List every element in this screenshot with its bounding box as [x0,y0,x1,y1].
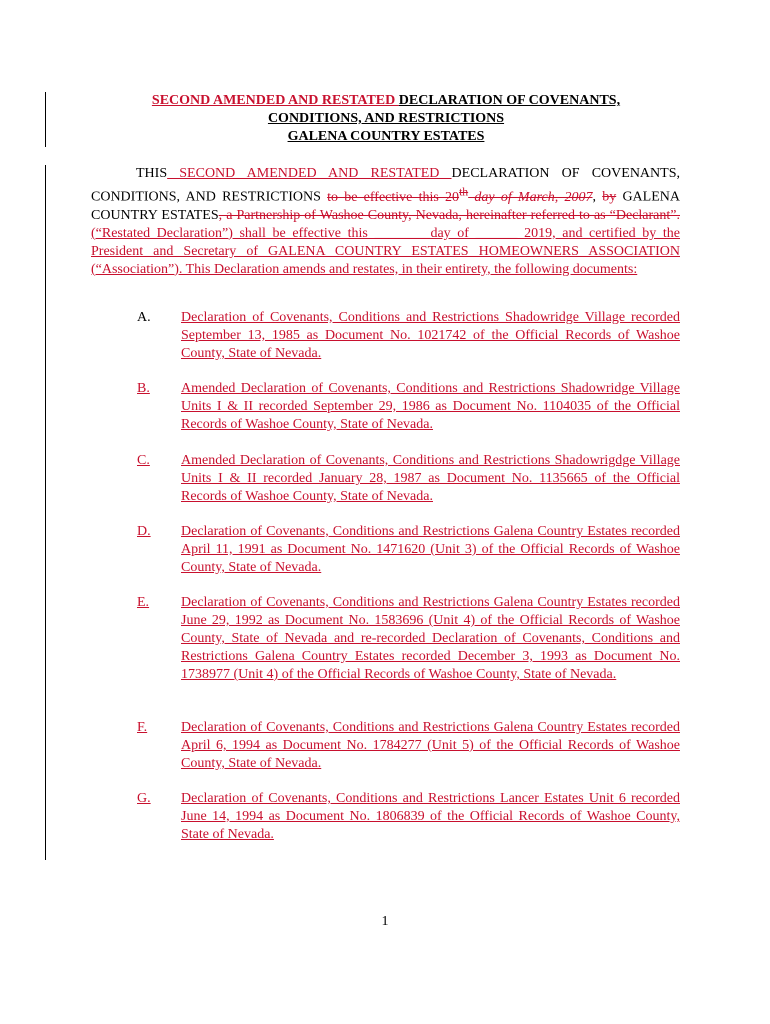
list-item [137,452,680,506]
title-line-3: GALENA COUNTRY ESTATES [287,129,485,144]
list-item-text: Amended Declaration of Covenants, Conditions and Restrictions Shadowridge Village Units I & II recorded September 29, 1986 as Document No. 1104035 of the Official Records of Washoe County, State of Nevada. [181,381,680,432]
change-bar [45,92,46,147]
intro-text: DECLARATION OF COVENANTS, CONDITIONS, AND RESTRICTIONS [91,166,680,205]
page-number: 1 [381,914,389,929]
intro-text: THIS [136,166,168,181]
title-line-2: CONDITIONS, AND RESTRICTIONS [267,111,505,126]
change-bar [45,165,46,860]
document-title [92,92,680,146]
inserted-text: (“Restated Declaration”) shall be effective this ________day of ______ 2019, and certified by the President and Secretary of GALENA COUNTRY ESTATES HOMEOWNERS ASSOCIATION (“Association”). This Declaration amends and restates, in their entirety, the following documents: [91,225,680,277]
title-line-1 [92,92,680,110]
list-item-letter: D. [137,524,151,539]
deleted-text: to be effective this 20th day of March, 2007 [327,185,593,205]
title-inserted-text: SECOND AMENDED AND RESTATED [151,93,399,108]
intro-text: GALENA COUNTRY ESTATES [91,189,680,223]
deleted-text: , a Partnership of Washoe County, Nevada, hereinafter referred to as “Declarant”. [218,207,680,223]
list-item-letter: B. [137,381,150,396]
list-item-letter: C. [137,453,150,468]
list-item-letter: G. [137,791,151,806]
inserted-text: SECOND AMENDED AND RESTATED [167,166,452,181]
list-item-text: Declaration of Covenants, Conditions and Restrictions Shadowridge Village recorded September 13, 1985 as Document No. 1021742 of the Official Records of Washoe County, State of Nevada. [181,310,680,361]
list-item-letter: F. [137,720,148,735]
list-item [137,309,680,363]
list-item [137,790,680,844]
list-item-letter: A. [137,310,151,325]
intro-paragraph [91,165,680,279]
list-item-text: Declaration of Covenants, Conditions and Restrictions Galena Country Estates recorded April 11, 1991 as Document No. 1471620 (Unit 3) of the Official Records of Washoe County, State of Nevada. [181,524,680,575]
list-item-text: Amended Declaration of Covenants, Conditions and Restrictions Shadowrigdge Village Units I & II recorded January 28, 1987 as Document No. 1135665 of the Official Records of Washoe County, State of Nevada. [181,453,680,504]
list-item [137,719,680,773]
list-item-text: Declaration of Covenants, Conditions and Restrictions Lancer Estates Unit 6 recorded June 14, 1994 as Document No. 1806839 of the Official Records of Washoe County, State of Nevada. [181,791,680,842]
intro-text: , [592,189,603,205]
list-item [137,523,680,577]
list-item-letter: E. [137,595,150,610]
title-line-1-text: DECLARATION OF COVENANTS, [398,93,621,108]
list-item [137,594,680,684]
list-item-text: Declaration of Covenants, Conditions and Restrictions Galena Country Estates recorded April 6, 1994 as Document No. 1784277 (Unit 5) of the Official Records of Washoe County, State of Nevada. [181,720,680,771]
list-item [137,380,680,434]
deleted-text: by [602,189,617,205]
list-item-text: Declaration of Covenants, Conditions and Restrictions Galena Country Estates recorded June 29, 1992 as Document No. 1583696 (Unit 4) of the Official Records of Washoe County, State of Nevada and re-recorded Declaration of Covenants, Conditions and Restrictions Galena Country Estates recorded December 3, 1993 as Document No. 1738977 (Unit 4) of the Official Records of Washoe County, State of Nevada. [181,595,680,682]
